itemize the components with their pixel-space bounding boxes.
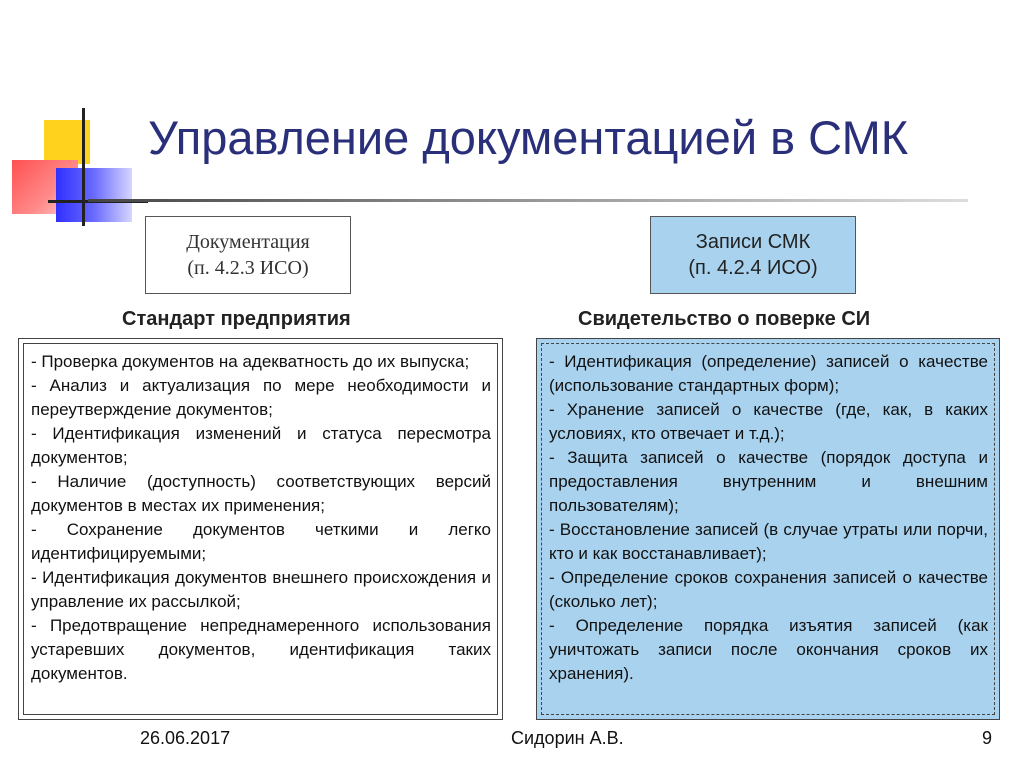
records-subtitle: Свидетельство о поверке СИ xyxy=(578,308,871,330)
list-item: - Сохранение документов четкими и легко идентифицируемыми; xyxy=(31,520,491,563)
list-item: - Хранение записей о качестве (где, как, в каких условиях, кто отвечает и т.д.); xyxy=(549,400,988,443)
list-item: - Анализ и актуализация по мере необходимости и переутверждение документов; xyxy=(31,376,491,419)
records-list xyxy=(549,350,988,686)
records-header-clause: (п. 4.2.4 ИСО) xyxy=(688,257,818,279)
slide-title: Управление документацией в СМК xyxy=(148,111,909,164)
documentation-list xyxy=(31,350,491,686)
list-item: - Защита записей о качестве (порядок доступа и предоставления внутренним и внешним пользователям); xyxy=(549,448,988,515)
decorative-logo-icon xyxy=(0,0,150,240)
documentation-panel-inner xyxy=(23,343,498,715)
footer-date: 26.06.2017 xyxy=(140,728,231,748)
list-item: - Предотвращение непреднамеренного использования устаревших документов, идентификация таких документов. xyxy=(31,616,491,683)
documentation-subtitle: Стандарт предприятия xyxy=(122,308,351,330)
documentation-header-title: Документация xyxy=(186,231,310,253)
list-item: - Определение порядка изъятия записей (как уничтожать записи после окончания сроков их хранения). xyxy=(549,616,988,683)
list-item: - Наличие (доступность) соответствующих версий документов в местах их применения; xyxy=(31,472,491,515)
logo-vertical-line xyxy=(82,108,85,226)
list-item: - Проверка документов на адекватность до их выпуска; xyxy=(31,352,470,371)
page-number: 9 xyxy=(982,728,993,748)
documentation-header-box xyxy=(145,216,351,294)
documentation-header-clause: (п. 4.2.3 ИСО) xyxy=(187,257,309,279)
records-panel-inner xyxy=(541,343,995,715)
records-header-box xyxy=(650,216,856,294)
list-item: - Определение сроков сохранения записей о качестве (сколько лет); xyxy=(549,568,988,611)
title-divider xyxy=(88,199,968,202)
list-item: - Восстановление записей (в случае утраты или порчи, кто и как восстанавливает); xyxy=(549,520,988,563)
records-header-title: Записи СМК xyxy=(695,231,811,253)
documentation-panel xyxy=(18,338,503,720)
list-item: - Идентификация изменений и статуса пересмотра документов; xyxy=(31,424,491,467)
blue-square-icon xyxy=(56,168,132,222)
footer-author: Сидорин А.В. xyxy=(511,728,624,748)
list-item: - Идентификация документов внешнего происхождения и управление их рассылкой; xyxy=(31,568,491,611)
list-item: - Идентификация (определение) записей о качестве (использование стандартных форм); xyxy=(549,352,988,395)
records-panel xyxy=(536,338,1000,720)
